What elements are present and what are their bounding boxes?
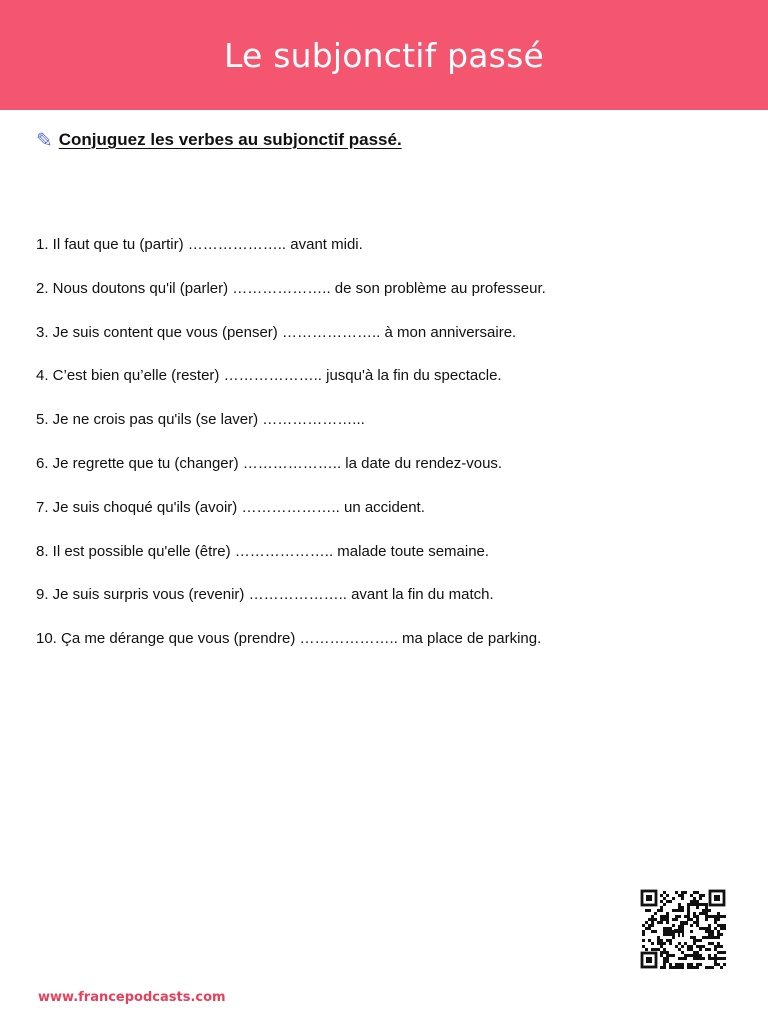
header-banner xyxy=(0,0,768,110)
instruction-text: Conjuguez les verbes au subjonctif passé. xyxy=(58,130,402,149)
pencil-icon: ✎ xyxy=(36,128,53,152)
exercise-rest: avant la fin du match. xyxy=(346,586,494,604)
exercise-rest: de son problème au professeur. xyxy=(330,279,546,297)
exercise-rest: jusqu'à la fin du spectacle. xyxy=(321,367,502,385)
answer-blank: ……………….. xyxy=(232,279,331,297)
page-title: Le subjonctif passé xyxy=(224,35,544,75)
exercise-prompt: 10. Ça me dérange que vous (prendre) xyxy=(36,630,300,648)
answer-blank: ……………….. xyxy=(281,323,381,341)
answer-blank: ……………….. xyxy=(262,411,361,429)
exercise-rest: la date du rendez-vous. xyxy=(341,454,503,472)
exercise-item xyxy=(36,410,546,454)
exercise-rest: à mon anniversaire. xyxy=(380,323,517,341)
exercise-prompt: 7. Je suis choqué qu'ils (avoir) xyxy=(36,498,242,516)
exercise-item xyxy=(36,235,546,279)
exercise-prompt: 8. Il est possible qu'elle (être) xyxy=(36,542,235,560)
exercise-item xyxy=(36,323,546,367)
answer-blank: ……………….. xyxy=(187,236,287,253)
answer-blank: ……………….. xyxy=(223,367,322,385)
exercise-item xyxy=(36,279,546,323)
exercise-prompt: 1. Il faut que tu (partir) xyxy=(36,236,188,253)
exercise-rest: avant midi. xyxy=(286,236,363,253)
exercise-prompt: 4. C’est bien qu’elle (rester) xyxy=(36,367,224,385)
exercise-prompt: 6. Je regrette que tu (changer) xyxy=(36,454,243,472)
exercise-rest: malade toute semaine. xyxy=(333,542,490,560)
exercise-prompt: 5. Je ne crois pas qu'ils (se laver) xyxy=(36,411,263,429)
answer-blank: ……………….. xyxy=(241,498,340,516)
exercise-item xyxy=(36,454,546,498)
exercise-prompt: 3. Je suis content que vous (penser) xyxy=(36,323,282,341)
exercise-rest: ma place de parking. xyxy=(397,630,542,648)
exercise-item xyxy=(36,366,546,410)
exercise-item xyxy=(36,542,546,586)
answer-blank: ……………….. xyxy=(248,586,347,604)
exercise-item xyxy=(36,629,546,673)
answer-blank: ……………….. xyxy=(234,542,334,560)
qr-code-icon[interactable] xyxy=(640,889,726,969)
exercise-prompt: 9. Je suis surpris vous (revenir) xyxy=(36,586,249,604)
answer-blank: ……………….. xyxy=(299,630,398,648)
footer-website[interactable]: www.francepodcasts.com xyxy=(38,990,226,1005)
answer-blank: ……………….. xyxy=(242,454,342,472)
exercise-list xyxy=(36,235,546,673)
exercise-item xyxy=(36,498,546,542)
exercise-prompt: 2. Nous doutons qu'il (parler) xyxy=(36,279,233,297)
exercise-item xyxy=(36,585,546,629)
exercise-rest: un accident. xyxy=(339,498,425,516)
instruction xyxy=(36,128,402,152)
exercise-rest: . xyxy=(360,411,365,429)
